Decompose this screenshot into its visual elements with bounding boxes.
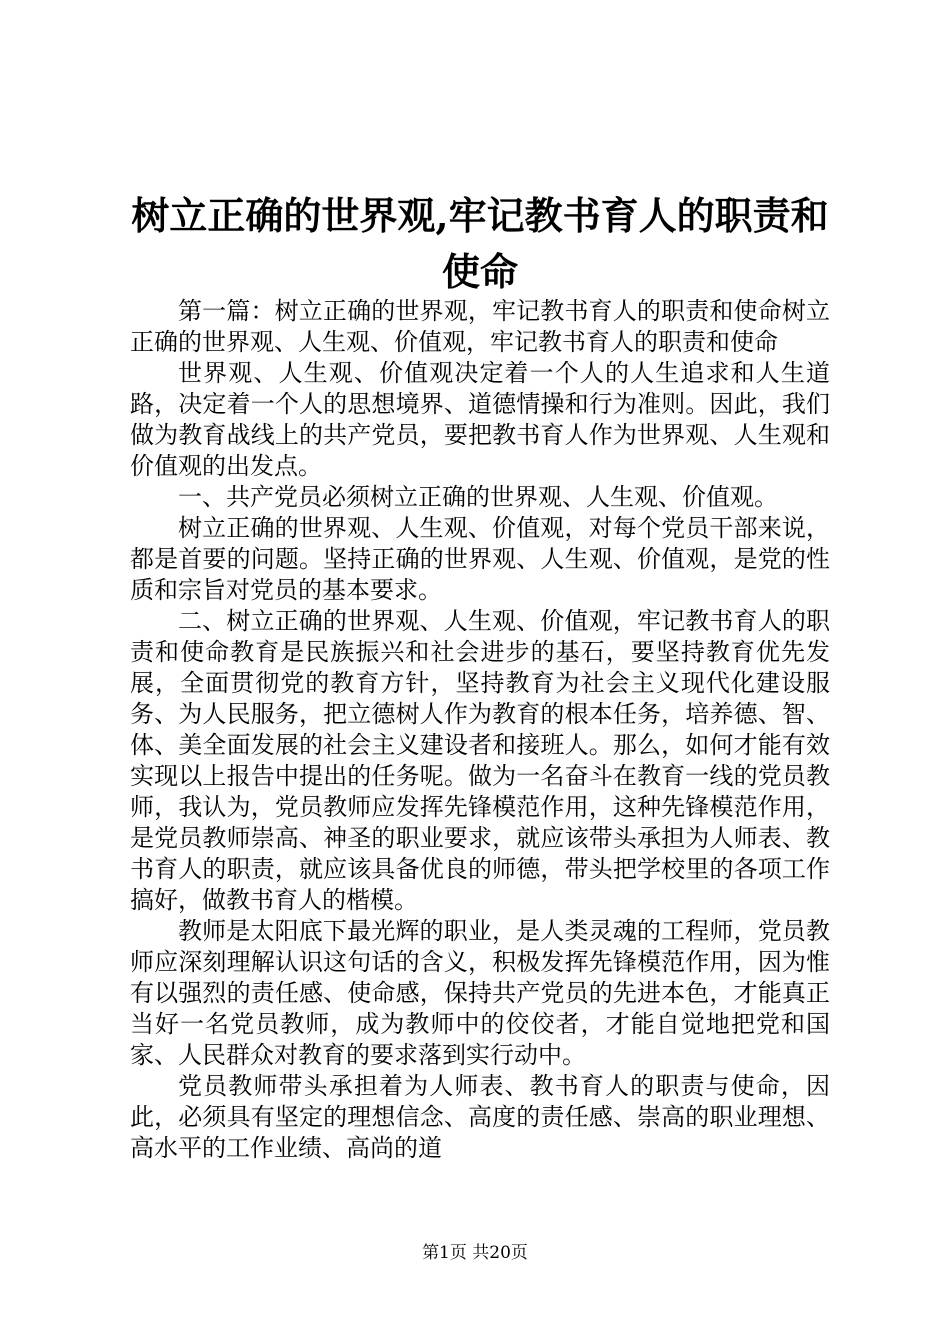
paragraph-3: 一、共产党员必须树立正确的世界观、人生观、价值观。 <box>178 483 778 511</box>
paragraph-7: 党员教师带头承担着为人师表、教书育人的职责与使命，因此，必须具有坚定的理想信念、高度的责任感、崇高的职业理想、高水平的工作业绩、高尚的道 <box>130 1072 830 1162</box>
document-body <box>130 296 830 1164</box>
paragraph-4: 树立正确的世界观、人生观、价值观，对每个党员干部来说，都是首要的问题。坚持正确的世界观、人生观、价值观，是党的性质和宗旨对党员的基本要求。 <box>130 514 830 604</box>
document-title: 树立正确的世界观,牢记教书育人的职责和使命 <box>131 193 829 294</box>
paragraph-5: 二、树立正确的世界观、人生观、价值观，牢记教书育人的职责和使命教育是民族振兴和社会进步的基石，要坚持教育优先发展，全面贯彻党的教育方针，坚持教育为社会主义现代化建设服务、为人民服务，把立德树人作为教育的根本任务，培养德、智、体、美全面发展的社会主义建设者和接班人。那么，如何才能有效实现以上报告中提出的任务呢。做为一名奋斗在教育一线的党员教师，我认为，党员教师应发挥先锋模范作用，这种先锋模范作用，是党员教师崇高、神圣的职业要求，就应该带头承担为人师表、教书育人的职责，就应该具备优良的师德，带头把学校里的各项工作搞好，做教书育人的楷模。 <box>130 607 830 914</box>
paragraph-1: 第一篇：树立正确的世界观，牢记教书育人的职责和使命树立正确的世界观、人生观、价值观，牢记教书育人的职责和使命 <box>130 297 830 356</box>
paragraph-2: 世界观、人生观、价值观决定着一个人的人生追求和人生道路，决定着一个人的思想境界、道德情操和行为准则。因此，我们做为教育战线上的共产党员，要把教书育人作为世界观、人生观和价值观的出发点。 <box>130 359 830 480</box>
page-number-footer: 第1页 共20页 <box>422 1243 528 1263</box>
paragraph-6: 教师是太阳底下最光辉的职业，是人类灵魂的工程师，党员教师应深刻理解认识这句话的含义，积极发挥先锋模范作用，因为惟有以强烈的责任感、使命感，保持共产党员的先进本色，才能真正当好一名党员教师，成为教师中的佼佼者，才能自觉地把党和国家、人民群众对教育的要求落到实行动中。 <box>130 917 830 1069</box>
